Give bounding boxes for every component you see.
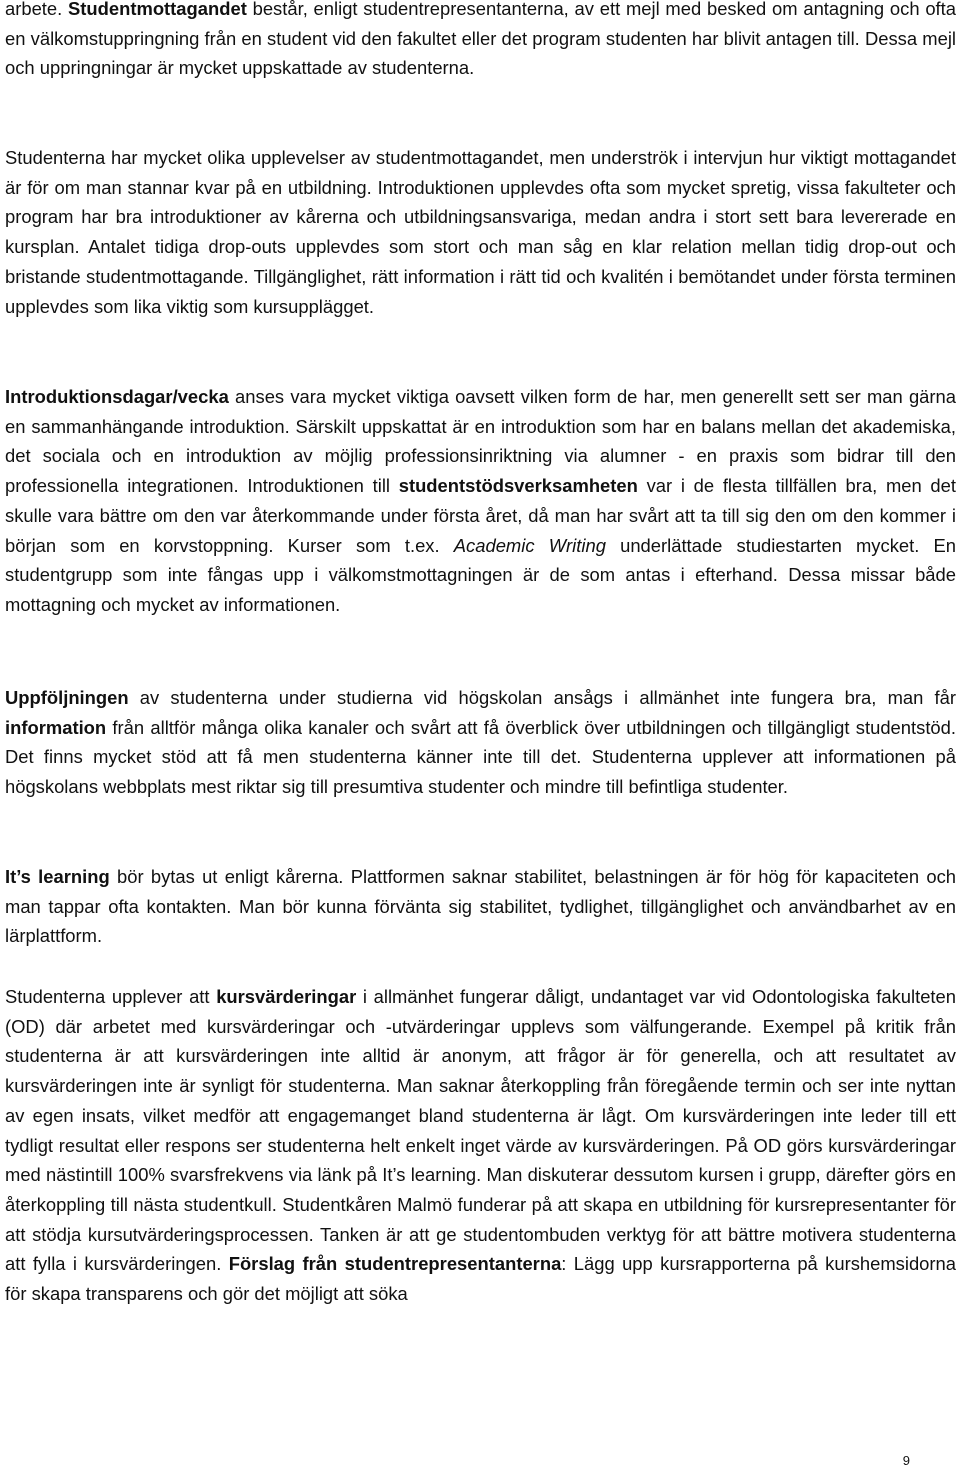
paragraph-studentmottagandet bbox=[5, 0, 956, 83]
text-span: består, enligt studentrepresentanterna, av ett mejl med besked om antagning och ofta en välkomstuppringning från en student vid den fakultet eller det program studenten har blivit antagen till. Dessa mejl och uppringningar är mycket uppskattade av studenterna. bbox=[5, 0, 956, 79]
bold-term-information: information bbox=[5, 716, 107, 738]
bold-term-studentmottagandet: Studentmottagandet bbox=[68, 0, 247, 19]
text-span: arbete. bbox=[5, 0, 69, 19]
text-span: i allmänhet fungerar dåligt, undantaget var vid Odontologiska fakulteten (OD) där arbetet med kursvärderingar och -utvärderingar upplevs som välfungerande. Exempel på kritik från studenterna är att kursvärderingen inte alltid är anonym, att frågor är för generella, och att resultatet av kursvärderingen inte är synligt för studenterna. Man saknar återkoppling från föregående termin och ser inte nyttan av egen insats, vilket medför att engagemanget bland studenterna är lågt. Om kursvärderingen inte leder till ett tydligt resultat eller respons ser studenterna helt enkelt inget värde av kursvärderingen. På OD görs kursvärderingar med nästintill 100% svarsfrekvens via länk på It’s learning. Man diskuterar dessutom kursen i grupp, därefter görs en återkoppling till nästa studentkull. Studentkåren Malmö funderar på att skapa en utbildning för kursrepresentanter för att stödja kursutvärderingsprocessen. Tanken är att ge studentombuden verktyg för att bättre motivera studenterna att fylla i kursvärderingen. bbox=[5, 986, 956, 1275]
paragraph-uppfoljningen bbox=[5, 683, 956, 802]
bold-term-forslag: Förslag från studentrepresentanterna bbox=[228, 1253, 562, 1275]
paragraph-introduktionsdagar bbox=[5, 382, 956, 620]
text-span: av studenterna under studierna vid högskolan ansågs i allmänhet inte fungera bra, man får bbox=[128, 687, 956, 708]
paragraph-its-learning bbox=[5, 862, 956, 951]
text-span: från alltför många olika kanaler och svårt att få överblick över utbildningen och tillgängligt studentstöd. Det finns mycket stöd att få men studenterna känner inte till det. Studenterna upplever att informationen på högskolans webbplats mest riktar sig till presumtiva studenter och mindre till befintliga studenter. bbox=[5, 716, 956, 798]
italic-term-academic-writing: Academic Writing bbox=[453, 534, 606, 556]
bold-term-its-learning: It’s learning bbox=[5, 866, 110, 887]
text-span: : Lägg upp kursrapporterna på kurshemsidorna för skapa transparens och gör det möjligt att söka bbox=[5, 1253, 956, 1305]
bold-term-studentstodsverksamheten: studentstödsverksamheten bbox=[398, 475, 638, 497]
text-span: underlättade studiestarten mycket. En studentgrupp som inte fångas upp i välkomstmottagningen är de som antas i efterhand. Dessa missar både mottagning och mycket av informationen. bbox=[5, 534, 956, 615]
paragraph-kursvarderingar bbox=[5, 982, 956, 1309]
text-span: anses vara mycket viktiga oavsett vilken form de har, men generellt sett ser man gärna en sammanhängande introduktion. Särskilt uppskattat är en introduktion som har en balans mellan det akademiska, det sociala och en introduktion av möjlig professionsinriktning via alumner - en praxis som bidrar till den professionella integrationen. Introduktionen till bbox=[5, 386, 956, 497]
page-number: 9 bbox=[902, 1453, 910, 1468]
bold-term-introduktionsdagar: Introduktionsdagar/vecka bbox=[5, 386, 229, 407]
text-span: Studenterna har mycket olika upplevelser av studentmottagandet, men underströk i intervjun hur viktigt mottagandet är för om man stannar kvar på en utbildning. Introduktionen upplevdes ofta som mycket spretig, vissa fakulteter och program har bra introduktioner av kårerna och utbildningsansvariga, medan andra i stort sett bara levererade en kursplan. Antalet tidiga drop-outs upplevdes som stort och man såg en klar relation mellan tidig drop-out och bristande studentmottagande. Tillgänglighet, rätt information i rätt tid och kvalitén i bemötandet under första terminen upplevdes som lika viktig som kursupplägget. bbox=[5, 147, 956, 317]
bold-term-kursvarderingar: kursvärderingar bbox=[216, 986, 357, 1007]
text-span: Studenterna upplever att bbox=[5, 986, 217, 1007]
bold-term-uppfoljningen: Uppföljningen bbox=[5, 687, 129, 708]
text-span: var i de flesta tillfällen bra, men det skulle vara bättre om den var återkommande under första året, då man har svårt att ta till sig den om den kommer i början som en korvstoppning. Kurser som t.ex. bbox=[5, 475, 956, 556]
paragraph-upplevelser bbox=[5, 143, 956, 321]
text-span: bör bytas ut enligt kårerna. Plattformen saknar stabilitet, belastningen är för hög för kapaciteten och man tappar ofta kontakten. Man bör kunna förvänta sig stabilitet, tydlighet, tillgänglighet och användbarhet av en lärplattform. bbox=[5, 866, 956, 947]
